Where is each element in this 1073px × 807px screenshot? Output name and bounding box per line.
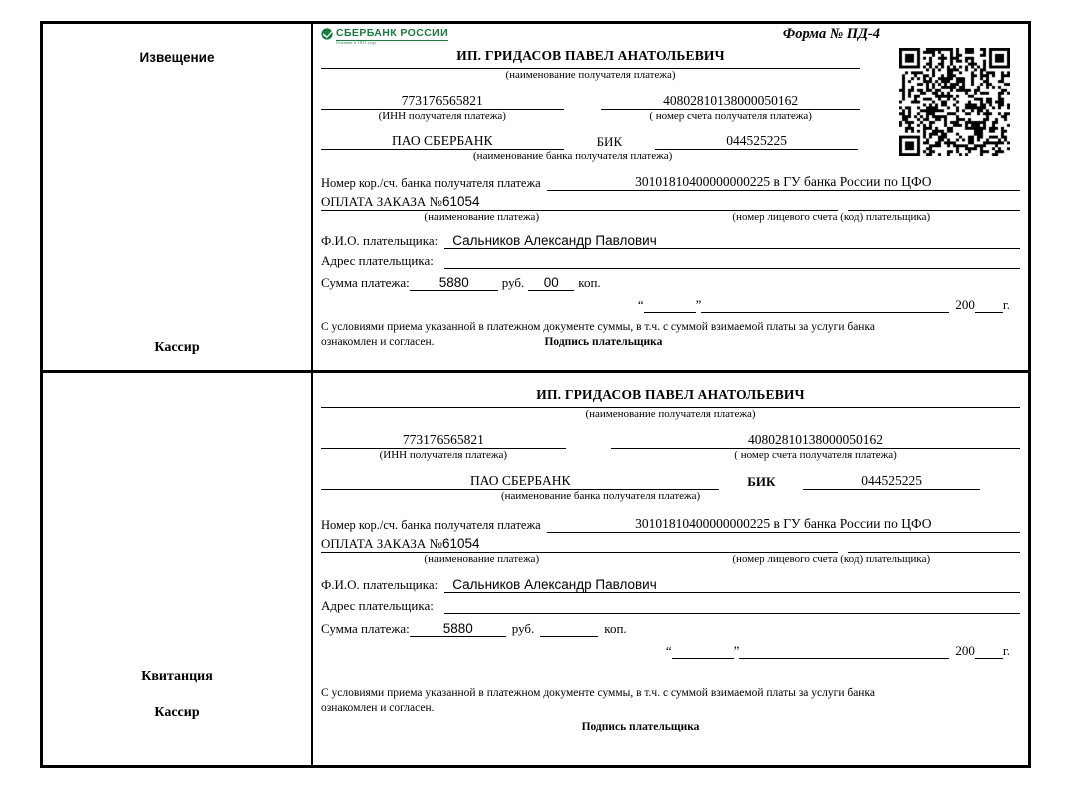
receipt-bik-value: 044525225 — [803, 473, 980, 490]
receipt-main-cell — [313, 373, 1028, 765]
notice-inn-account-row — [321, 91, 860, 110]
notice-payment-labels — [321, 211, 1020, 224]
notice-sum-label: Сумма платежа: — [321, 274, 410, 290]
notice-year-blank — [975, 312, 1003, 313]
receipt-payer-address-row — [321, 593, 1020, 614]
receipt-date-row — [321, 637, 1010, 659]
notice-payee-name: ИП. ГРИДАСОВ ПАВЕЛ АНАТОЛЬЕВИЧ — [321, 48, 860, 69]
receipt-payee-name: ИП. ГРИДАСОВ ПАВЕЛ АНАТОЛЬЕВИЧ — [321, 387, 1020, 408]
receipt-sum-row — [321, 614, 1020, 637]
form-sheet — [40, 21, 1031, 768]
receipt-corr-label: Номер кор./сч. банка получателя платежа — [321, 517, 541, 532]
receipt-payment-number: 61054 — [441, 535, 480, 551]
receipt-rub-label: руб. — [511, 620, 535, 636]
notice-terms-line1: С условиями приема указанной в платежном документе суммы, в т.ч. с суммой взимаемой платы за услуги банка — [321, 320, 875, 333]
notice-kop-value: 00 — [528, 275, 574, 291]
receipt-bank-label: (наименование банка получателя платежа) — [500, 490, 701, 503]
notice-main-cell — [313, 24, 1028, 373]
receipt-terms — [321, 686, 1020, 765]
notice-corr-row — [321, 170, 1020, 191]
receipt-year-blank — [975, 658, 1003, 659]
receipt-payer-name-row — [321, 572, 1020, 593]
notice-cashier-label: Кассир — [154, 340, 200, 355]
receipt-payer-name-value: Сальников Александр Павлович — [444, 577, 1020, 593]
notice-year-prefix: 200 — [955, 296, 975, 312]
notice-payment-row — [321, 191, 1020, 211]
receipt-payment-prefix: ОПЛАТА ЗАКАЗА № — [321, 535, 442, 551]
notice-payer-name-row — [321, 229, 1020, 249]
notice-bank-label: (наименование банка получателя платежа) — [473, 150, 673, 163]
receipt-payment-labels — [321, 553, 1020, 566]
sberbank-logo-name: СБЕРБАНК РОССИИ — [336, 27, 449, 39]
receipt-payer-address-label: Адрес плательщика: — [321, 597, 434, 613]
receipt-sum-label: Сумма платежа: — [321, 620, 410, 636]
receipt-bik-label: БИК — [747, 474, 776, 490]
receipt-sum-value: 5880 — [410, 621, 506, 637]
notice-bik-label: БИК — [596, 134, 623, 150]
receipt-inn-label: (ИНН получателя платежа) — [379, 449, 508, 462]
notice-payer-name-label: Ф.И.О. плательщика: — [321, 232, 439, 248]
notice-signature-label: Подпись плательщика — [544, 335, 663, 348]
notice-account-label: ( номер счета получателя платежа) — [649, 110, 812, 123]
receipt-inn-value: 773176565821 — [321, 432, 566, 449]
receipt-account-value: 40802810138000050162 — [611, 432, 1020, 449]
notice-inn-account-labels — [321, 110, 860, 123]
notice-payer-address-label: Адрес плательщика: — [321, 252, 434, 268]
notice-payee-label: (наименование получателя платежа) — [505, 69, 676, 81]
receipt-corr-value: 30101810400000000225 в ГУ банка России по ЦФО — [547, 516, 1020, 533]
receipt-side-cell — [43, 373, 313, 765]
notice-corr-value: 30101810400000000225 в ГУ банка России по ЦФО — [547, 174, 1020, 191]
notice-payment-number: 61054 — [441, 193, 480, 209]
receipt-date-month-blank — [739, 658, 949, 659]
notice-corr-label: Номер кор./сч. банка получателя платежа — [321, 175, 541, 190]
receipt-inn-account-labels — [321, 449, 1020, 462]
receipt-payment-label: (наименование платежа) — [424, 552, 540, 565]
notice-payer-address-row — [321, 249, 1020, 269]
receipt-payer-name-label: Ф.И.О. плательщика: — [321, 576, 439, 592]
notice-terms — [321, 320, 1020, 350]
receipt-payment-row — [321, 533, 1020, 553]
notice-kop-label: коп. — [578, 274, 601, 290]
receipt-signature-label: Подпись плательщика — [581, 721, 700, 734]
notice-bank-row — [321, 130, 860, 150]
receipt-inn-account-row — [321, 430, 1020, 449]
sberbank-logo — [321, 26, 448, 45]
receipt-corr-row — [321, 512, 1020, 533]
receipt-kop-label: коп. — [604, 620, 627, 636]
notice-payer-name-value: Сальников Александр Павлович — [444, 233, 1020, 249]
notice-payment-label: (наименование платежа) — [424, 210, 540, 223]
notice-year-suffix: г. — [1002, 296, 1010, 312]
receipt-payee-label: (наименование получателя платежа) — [585, 408, 756, 420]
notice-terms-line2: ознакомлен и согласен. — [321, 335, 435, 348]
notice-quote-open: “ — [637, 296, 644, 312]
notice-quote-close: ” — [695, 296, 702, 312]
receipt-quote-close: ” — [733, 642, 740, 658]
notice-account-value: 40802810138000050162 — [601, 93, 860, 110]
notice-date-day-blank — [644, 312, 696, 313]
sberbank-logo-icon — [321, 28, 333, 40]
notice-side-cell — [43, 24, 313, 373]
notice-bik-value: 044525225 — [655, 133, 858, 150]
notice-inn-value: 773176565821 — [321, 93, 564, 110]
sberbank-logo-text — [336, 28, 448, 45]
notice-sum-value: 5880 — [410, 275, 498, 291]
receipt-account-label: ( номер счета получателя платежа) — [734, 449, 897, 462]
receipt-side-label: Квитанция — [141, 669, 213, 684]
receipt-cashier-label: Кассир — [154, 705, 200, 720]
sberbank-logo-tagline: Основан в 1841 году — [336, 39, 377, 45]
notice-payment-prefix: ОПЛАТА ЗАКАЗА № — [321, 193, 442, 209]
notice-date-month-blank — [701, 312, 949, 313]
receipt-bank-name: ПАО СБЕРБАНК — [321, 473, 719, 490]
notice-date-row — [321, 291, 1010, 313]
notice-rub-label: руб. — [501, 274, 525, 290]
receipt-bank-row — [321, 470, 1020, 490]
receipt-payment-name — [321, 536, 838, 553]
receipt-year-suffix: г. — [1002, 642, 1010, 658]
receipt-terms-line2: ознакомлен и согласен. — [321, 702, 435, 715]
notice-personal-account-label: (номер лицевого счета (код) плательщика) — [732, 210, 931, 223]
notice-sum-row — [321, 269, 1020, 291]
receipt-year-prefix: 200 — [955, 642, 975, 658]
receipt-terms-line1: С условиями приема указанной в платежном документе суммы, в т.ч. с суммой взимаемой платы за услуги банка — [321, 687, 875, 700]
notice-inn-label: (ИНН получателя платежа) — [378, 110, 506, 123]
notice-bank-name: ПАО СБЕРБАНК — [321, 133, 564, 150]
receipt-personal-account-label: (номер лицевого счета (код) плательщика) — [732, 552, 931, 565]
notice-header-row — [321, 26, 880, 48]
notice-payment-name — [321, 194, 838, 211]
form-title: Форма № ПД-4 — [782, 26, 880, 42]
receipt-date-day-blank — [672, 658, 734, 659]
receipt-quote-open: “ — [665, 642, 672, 658]
notice-side-label: Извещение — [139, 50, 215, 65]
qr-code — [899, 48, 1010, 156]
